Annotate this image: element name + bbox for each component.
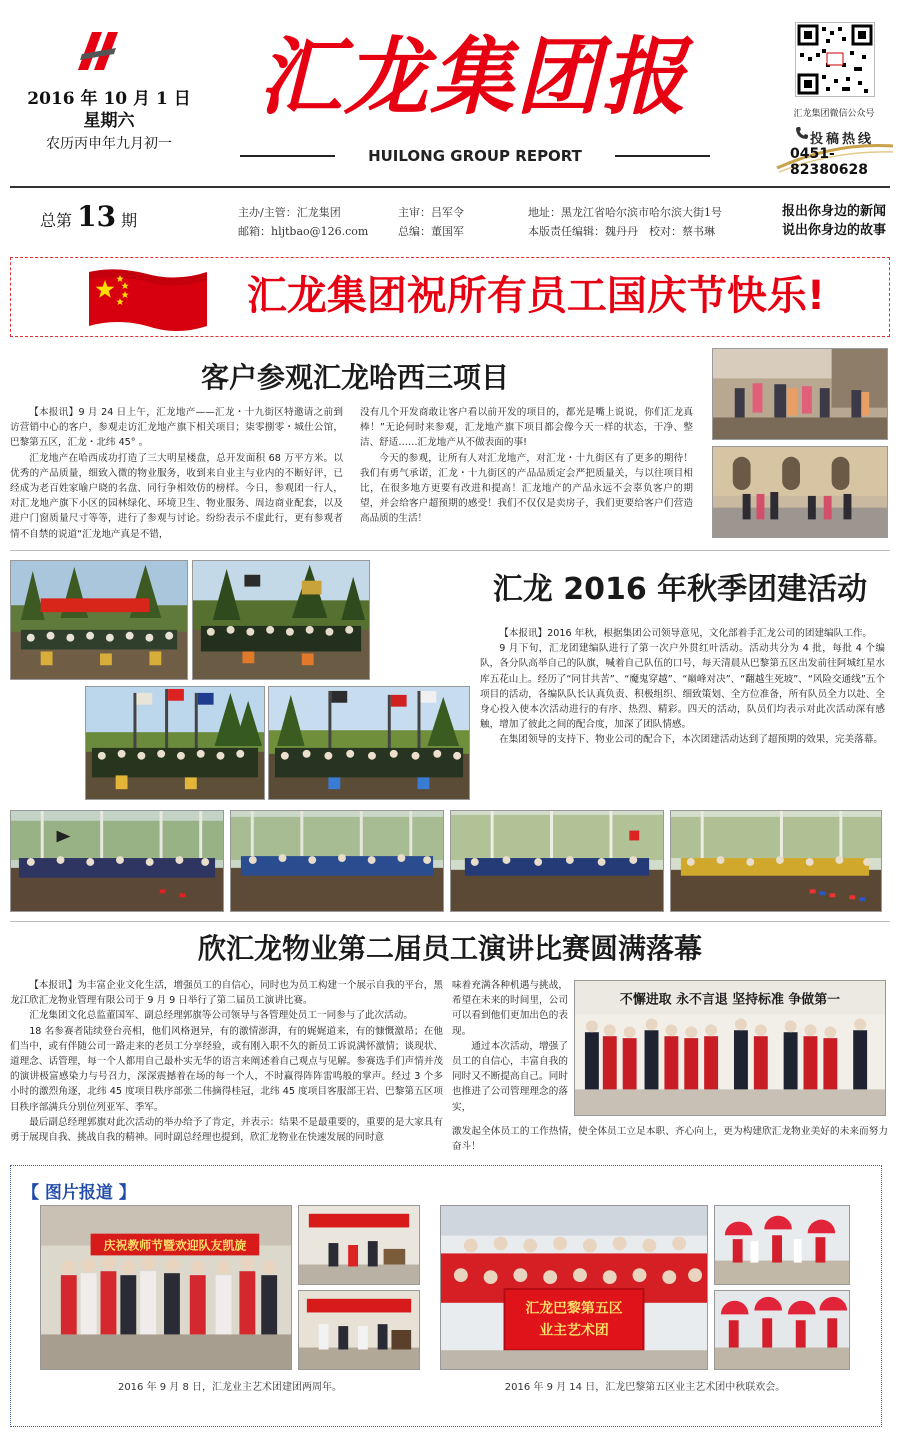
- article3-headline[interactable]: 欣汇龙物业第二届员工演讲比赛圆满落幕: [197, 932, 702, 965]
- article2-para: 在集团领导的支持下、物业公司的配合下，本次团建活动达到了超预期的效果，完美落幕。: [499, 734, 883, 746]
- banner-left-text: 庆祝教师节暨欢迎队友凯旋: [103, 1238, 247, 1253]
- email[interactable]: 邮箱：hljtbao@126.com: [238, 225, 369, 238]
- date-line: 2016 年 10 月 1 日: [27, 89, 191, 109]
- art-troupe-photo[interactable]: [298, 1290, 420, 1370]
- flag-text-2: 业主艺术团: [539, 1322, 609, 1339]
- slogan-line-2: 说出你身边的故事: [782, 223, 887, 238]
- article1-col1-para: 汇龙地产在哈西成功打造了三大明星楼盘，总开发面积 68 万平方米。以优秀的产品质量，细致入微的物业服务，收到来自业主与业内的不断好评，已经成为老百姓家喻户晓的名盘、同行争相效仿的榜样。今日，参观团一行人，对汇龙地产旗下小区的园林绿化、环境卫生、物业服务、周边商业配套，以及进户门窗质量尺寸等等，进行了参观与讨论。纷纷表示不虚此行，更有参观者情不自禁的说道“汇龙地产真是不错，: [10, 452, 343, 540]
- chief-editor: 主审：吕军令: [398, 206, 464, 219]
- hotline-label: 投稿热线: [810, 132, 875, 147]
- article1-col2-para: 没有几个开发商敢让客户看以前开发的项目的，都光是嘴上说说，你们汇龙真棒！”无论何时来参观，汇龙地产旗下项目都会像今天一样的状态，干净、整洁、舒适……汇龙地产从不做表面的事!: [360, 407, 693, 449]
- article3-col2: [452, 978, 568, 1115]
- masthead-divider: [10, 186, 890, 188]
- article3-col1-para: 【本报讯】为丰富企业文化生活，增强员工的自信心，同时也为员工构建一个展示自我的平台，黑龙江欣汇龙物业管理有限公司于 9 月 9 日举行了第二届员工演讲比赛。: [10, 980, 443, 1007]
- article3-col2-para: 通过本次活动，增强了员工的自信心，丰富自我的同时又不断提高自己。同时也推进了公司管理理念的落实，: [452, 1040, 568, 1113]
- article2-para: 【本报讯】2016 年秋，根据集团公司领导意见，文化部着手汇龙公司的团建编队工作。: [499, 628, 873, 639]
- caption-right: 2016 年 9 月 14 日，汇龙巴黎第五区业主艺术团中秋联欢会。: [504, 1382, 786, 1393]
- article3-col1-para: 最后副总经理郭旗对此次活动的举办给予了肯定，并表示：结果不是最重要的，重要的是大家具有勇于展现自我、挑战自我的精神。同时副总经理也提到，欣汇龙物业在快速发展的同时意: [10, 1116, 443, 1144]
- article1-photo-crowd[interactable]: [712, 348, 888, 440]
- caption-left: 2016 年 9 月 8 日，汇龙业主艺术团建团两周年。: [117, 1382, 343, 1393]
- slogan-line-1: 报出你身边的新闻: [782, 204, 887, 219]
- issue-number: [40, 200, 137, 233]
- director: 总编：董国军: [398, 225, 464, 238]
- newspaper-title: 汇龙集团报: [257, 28, 688, 126]
- art-troupe-photo[interactable]: [298, 1205, 420, 1285]
- editors: 本版责任编辑：魏丹丹 校对：蔡书琳: [528, 225, 715, 238]
- weekday: 星期六: [83, 111, 135, 131]
- fan-dance-photo[interactable]: [714, 1205, 850, 1285]
- masthead: [0, 0, 900, 188]
- article2-body: [480, 626, 885, 748]
- article1-col1-para: 【本报讯】9 月 24 日上午，汇龙地产——汇龙・十九街区特邀请之前到访营销中心的客户，参观走访汇龙地产旗下相关项目；柒零捌零・城仕公馆，巴黎第五区，汇龙・北纬 45° 。: [10, 407, 343, 449]
- article3-col2-para: 味着充满各种机遇与挑战，希望在未来的时间里，公司可以看到他们更加出色的表现。: [452, 980, 568, 1037]
- slogan: [782, 202, 886, 240]
- flag-text-1: 汇龙巴黎第五区: [525, 1300, 623, 1317]
- info-bar: [0, 196, 900, 246]
- team-photo[interactable]: [192, 560, 370, 680]
- newspaper-subtitle: HUILONG GROUP REPORT: [240, 146, 710, 166]
- art-troupe-group-photo[interactable]: [40, 1205, 292, 1370]
- article1-col2-para: 今天的参观，让所有人对汇龙地产，对汇龙・十九街区有了更多的期待！我们有勇气承诺，汇龙・十九街区的产品品质定会严把质量关，与以往项目相比，在很多地方更要有改进和提高！汇龙地产的产品永远不会辜负客户的期望，并会给客户超预期的感受！我们不仅仅是卖房子，我们更要给客户们营造高品质的生活！: [360, 452, 693, 525]
- fan-dance-photo[interactable]: [714, 1290, 850, 1370]
- team-photo[interactable]: [10, 810, 224, 912]
- article2-headline[interactable]: 汇龙 2016 年秋季团建活动: [492, 572, 868, 607]
- article2-para: 9 月下旬，汇龙团建编队进行了第一次户外贯红叶活动。活动共分为 4 批，每批 4 个编队，各分队高举自己的队旗，喊着自己队伍的口号，每天清晨从巴黎第五区出发前往阿城红星水库五花山上。经历了“同甘共苦”、“魔鬼穿越”、“巅峰对决”、“翻越生死坡”、“风险交通线”五个项目的活动，各编队队长认真负责、积极组织、细致策划、全方位准备，所有队员全力以赴、全身心投入使本次活动进行的有序、热烈、精彩。四天的活动，队员们均表示对此次活动深有感触，增加了彼此之间的配合度，加深了团队情感。: [480, 643, 885, 731]
- team-photo[interactable]: [230, 810, 444, 912]
- article3-col1: [10, 978, 443, 1145]
- address: 地址：黑龙江省哈尔滨市哈尔滨大街1号: [528, 206, 722, 219]
- date-block: [14, 88, 204, 156]
- hotline-number: 0451-82380628: [790, 146, 868, 178]
- mid-autumn-group-photo[interactable]: [440, 1205, 708, 1370]
- article3-col1-para: 18 名参赛者陆续登台亮相，他们风格迥异，有的激情澎湃，有的娓娓道来，有的慷慨激昂；在他们当中，或有伴随公司一路走来的老员工分享经验，或有刚入职不久的新员工诉说满怀激情；谈现状、道理念、话管理，每一个人都用自己最朴实无华的语言来阐述着自己观点与见解。参赛选手们声情并茂的演讲极富感染力与号召力，深深震撼着在场的每一个人，不时赢得阵阵雷鸣般的掌声。经过 3 个多小时的激烈角逐，北纬 45 度项目秩序部张二伟摘得桂冠，北纬 45 度项目客服部王岩、巴黎第五区项目秩序部满兵分别位列亚军、季军。: [10, 1025, 443, 1113]
- china-flag-icon: [87, 266, 209, 332]
- article3-tail: 激发起全体员工的工作热情，使全体员工立足本职、齐心向上，更为构建欣汇龙物业美好的未来而努力奋斗！: [452, 1126, 888, 1153]
- team-photo[interactable]: [10, 560, 188, 680]
- issue-prefix: 总第: [40, 211, 73, 230]
- article3-col1-para: 汇龙集团文化总监董国军、副总经理郭旗等公司领导与各管理处员工一同参与了此次活动。: [29, 1010, 413, 1022]
- banner-text: 汇龙集团祝所有员工国庆节快乐!: [246, 273, 826, 319]
- article1-col1: [10, 405, 343, 542]
- photo-banner-text: 不懈进取 永不言退 坚持标准 争做第一: [619, 992, 841, 1008]
- article1-headline[interactable]: 客户参观汇龙哈西三项目: [200, 361, 509, 394]
- issue-value: 13: [77, 200, 117, 233]
- article1-photo-street[interactable]: [712, 446, 888, 538]
- section-divider: [10, 550, 890, 551]
- sponsor: 主办/主管：汇龙集团: [238, 206, 341, 219]
- picture-report-label: 【 图片报道 】: [22, 1183, 136, 1203]
- qr-code-icon[interactable]: [795, 22, 875, 97]
- section-divider: [10, 921, 890, 922]
- team-photo[interactable]: [670, 810, 882, 912]
- national-day-banner: [10, 257, 890, 337]
- team-photo[interactable]: [85, 686, 265, 800]
- issue-suffix: 期: [121, 211, 138, 230]
- article1-col2: [360, 405, 693, 527]
- speech-contest-photo[interactable]: [574, 980, 886, 1116]
- qr-caption: 汇龙集团微信公众号: [793, 109, 875, 119]
- team-photo[interactable]: [450, 810, 664, 912]
- team-photo[interactable]: [268, 686, 470, 800]
- lunar-date: 农历丙申年九月初一: [46, 136, 172, 152]
- hl-logo-icon: [70, 30, 126, 72]
